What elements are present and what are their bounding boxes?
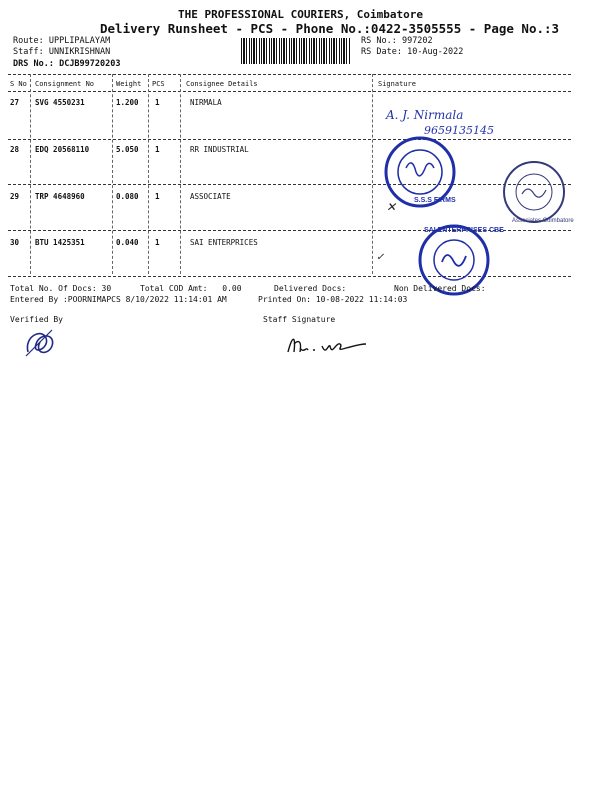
column-header-sno: S No xyxy=(10,80,27,88)
col-divider xyxy=(180,74,181,274)
total-docs-value: 30 xyxy=(101,284,112,293)
staff-label: Staff: xyxy=(13,47,44,57)
runsheet-subtitle: Delivery Runsheet - PCS - Phone No.:0422-3505555 - Page No.:3 xyxy=(100,21,560,36)
row-sno: 29 xyxy=(10,192,20,201)
row-pcs: 1 xyxy=(155,238,160,247)
table-top-rule xyxy=(8,74,571,75)
row-weight: 0.040 xyxy=(116,238,139,247)
cod-line xyxy=(140,284,242,293)
staff-signature-scribble xyxy=(284,332,368,358)
printed-on-value: 10-08-2022 11:14:03 xyxy=(315,295,408,304)
column-header-weight: Weight xyxy=(116,80,142,88)
company-stamp-2 xyxy=(500,158,574,226)
company-title: THE PROFESSIONAL COURIERS, Coimbatore xyxy=(178,8,424,21)
cod-label: Total COD Amt: xyxy=(140,284,208,293)
row-rule xyxy=(8,184,571,185)
cod-value: 0.00 xyxy=(222,284,242,293)
verified-by-label: Verified By xyxy=(10,315,63,324)
stamp-text: S.S.S FIRMS xyxy=(414,197,456,204)
rs-date-value: 10-Aug-2022 xyxy=(407,47,464,57)
stamp-text: SAI ENTERPRISES CBE xyxy=(424,227,504,234)
col-divider xyxy=(372,74,373,274)
handwritten-phone: 9659135145 xyxy=(424,124,494,137)
rs-no-line xyxy=(361,36,433,46)
printed-on-label: Printed On: xyxy=(258,295,311,304)
row-rule xyxy=(8,139,571,140)
route-line xyxy=(13,36,110,46)
row-sno: 30 xyxy=(10,238,20,247)
route-value: UPPLIPALAYAM xyxy=(48,36,111,46)
row-weight: 0.080 xyxy=(116,192,139,201)
drs-value: DCJB99720203 xyxy=(59,59,121,69)
row-consignment: TRP 4648960 xyxy=(35,192,85,201)
row-consignee: ASSOCIATE xyxy=(190,192,231,201)
rs-no-value: 997202 xyxy=(401,36,433,46)
drs-label: DRS No.: xyxy=(13,59,54,69)
row-weight: 5.050 xyxy=(116,145,139,154)
non-delivered-docs-label: Non Delivered Docs: xyxy=(394,284,486,293)
row-consignment: BTU 1425351 xyxy=(35,238,85,247)
column-header-consignee: Consignee Details xyxy=(186,80,258,88)
staff-signature-label: Staff Signature xyxy=(263,315,336,324)
row-pcs: 1 xyxy=(155,192,160,201)
printed-on-line xyxy=(258,295,407,304)
row-consignment: SVG 4550231 xyxy=(35,98,85,107)
rs-date-line xyxy=(361,47,463,57)
row-consignee: SAI ENTERPRICES xyxy=(190,238,258,247)
drs-line xyxy=(13,59,121,69)
row-consignment: EDQ 20568110 xyxy=(35,145,90,154)
table-header-rule xyxy=(8,91,571,92)
col-divider xyxy=(30,74,31,274)
verifier-signature-scribble xyxy=(22,326,62,360)
row-sno: 28 xyxy=(10,145,20,154)
row-sno: 27 xyxy=(10,98,20,107)
row-consignee: NIRMALA xyxy=(190,98,222,107)
row-consignee: RR INDUSTRIAL xyxy=(190,145,249,154)
delivered-docs-label: Delivered Docs: xyxy=(274,284,347,293)
rs-no-label: RS No.: xyxy=(361,36,397,46)
col-divider xyxy=(112,74,113,274)
barcode xyxy=(241,38,351,64)
total-docs-label: Total No. Of Docs: xyxy=(10,284,97,293)
handwritten-mark: ✕ xyxy=(386,200,397,214)
handwritten-mark: ✓ xyxy=(376,252,385,263)
handwritten-signature-nirmala: A. J. Nirmala xyxy=(386,108,464,122)
staff-line xyxy=(13,47,110,57)
entered-by-line xyxy=(10,295,227,304)
staff-value: UNNIKRISHNAN xyxy=(48,47,111,57)
rs-date-label: RS Date: xyxy=(361,47,402,57)
row-pcs: 1 xyxy=(155,98,160,107)
total-docs-line xyxy=(10,284,111,293)
row-weight: 1.200 xyxy=(116,98,139,107)
column-header-consignment: Consignment No xyxy=(35,80,95,88)
entered-by-value: POORNIMAPCS 8/10/2022 11:14:01 AM xyxy=(67,295,227,304)
column-header-pcs: PCS xyxy=(152,80,165,88)
stamp-text: Associates Coimbatore xyxy=(512,218,574,224)
row-pcs: 1 xyxy=(155,145,160,154)
route-label: Route: xyxy=(13,36,44,46)
col-divider xyxy=(148,74,149,274)
entered-by-label: Entered By : xyxy=(10,295,68,304)
column-header-signature: Signature xyxy=(378,80,416,88)
